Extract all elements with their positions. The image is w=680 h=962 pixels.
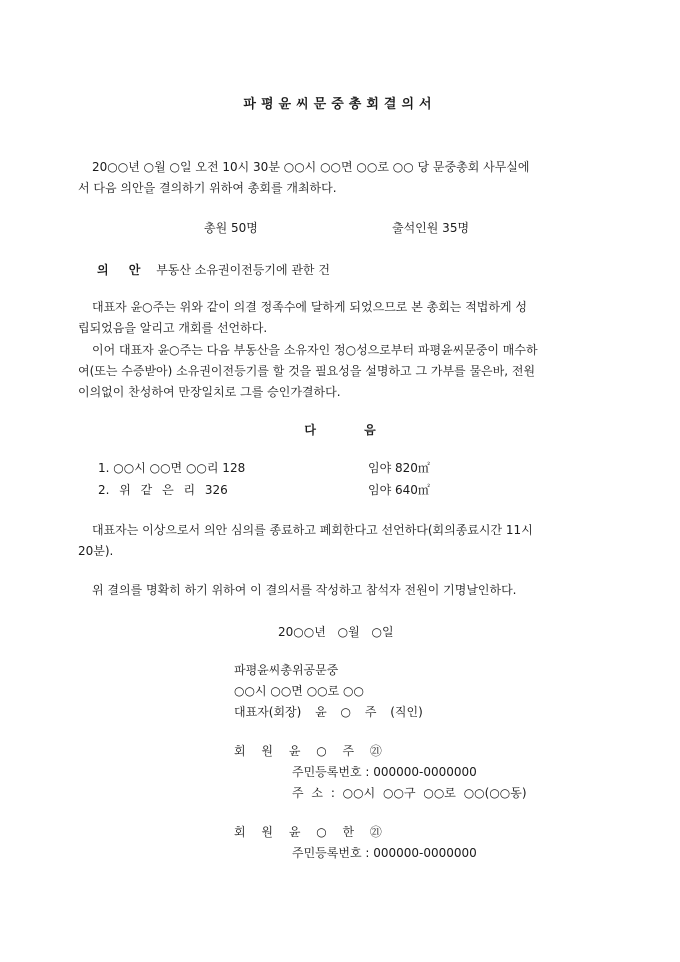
- member-1-id: 주민등록번호 : 000000-0000000: [292, 765, 477, 779]
- agenda-line: [97, 262, 330, 278]
- body-p2-line-1: 이어 대표자 윤○주는 다음 부동산을 소유자인 정○성으로부터 파평윤씨문중이 매수하: [92, 343, 538, 357]
- org-representative: 대표자(회장) 윤 ○ 주 (직인): [234, 705, 423, 719]
- intro-line-2: 서 다음 의안을 결의하기 위하여 총회를 개최하다.: [78, 181, 337, 195]
- next-heading: 다 음: [304, 423, 376, 437]
- agenda-text: 부동산 소유권이전등기에 관한 건: [156, 263, 330, 277]
- closing-line-2: 20분).: [78, 544, 114, 558]
- document-date: 20○○년 ○월 ○일: [278, 625, 394, 639]
- body-p1-line-1: 대표자 윤○주는 위와 같이 의결 정족수에 달하게 되었으므로 본 총회는 적법하게 성: [92, 300, 527, 314]
- attendance-total: 총원 50명: [204, 221, 258, 235]
- property-2-area: 임야 640㎡: [368, 483, 430, 497]
- body-p2-line-2: 여(또는 수증받아) 소유권이전등기를 할 것을 필요성을 설명하고 그 가부를 물은바, 전원: [78, 364, 536, 378]
- body-p1-line-2: 립되었음을 알리고 개회를 선언하다.: [78, 321, 268, 335]
- member-1-name: 회 원 윤 ○ 주 ㉑: [234, 744, 382, 758]
- org-address: ○○시 ○○면 ○○로 ○○: [234, 684, 364, 698]
- member-2-name: 회 원 윤 ○ 한 ㉑: [234, 825, 382, 839]
- member-1-address: 주 소 : ○○시 ○○구 ○○로 ○○(○○동): [292, 786, 527, 800]
- property-2-location: 2. 위 같 은 리 326: [98, 483, 228, 497]
- property-1-location: 1. ○○시 ○○면 ○○리 128: [98, 461, 246, 475]
- property-1-area: 임야 820㎡: [368, 461, 430, 475]
- member-2-id: 주민등록번호 : 000000-0000000: [292, 846, 477, 860]
- closing-line-1: 대표자는 이상으로서 의안 심의를 종료하고 폐회한다고 선언하다(회의종료시간 11시: [92, 523, 533, 537]
- document-title: 파평윤씨문중총회결의서: [243, 97, 437, 112]
- org-name: 파평윤씨총위공문중: [234, 663, 339, 677]
- intro-line-1: 20○○년 ○월 ○일 오전 10시 30분 ○○시 ○○면 ○○로 ○○ 당 문중총회 사무실에: [92, 160, 530, 174]
- closing-line-3: 위 결의를 명확히 하기 위하여 이 결의서를 작성하고 참석자 전원이 기명날인하다.: [92, 583, 517, 597]
- body-p2-line-3: 이의없이 찬성하여 만장일치로 그를 승인가결하다.: [78, 385, 341, 399]
- agenda-label: 의 안: [97, 263, 149, 277]
- attendance-present: 출석인원 35명: [392, 221, 470, 235]
